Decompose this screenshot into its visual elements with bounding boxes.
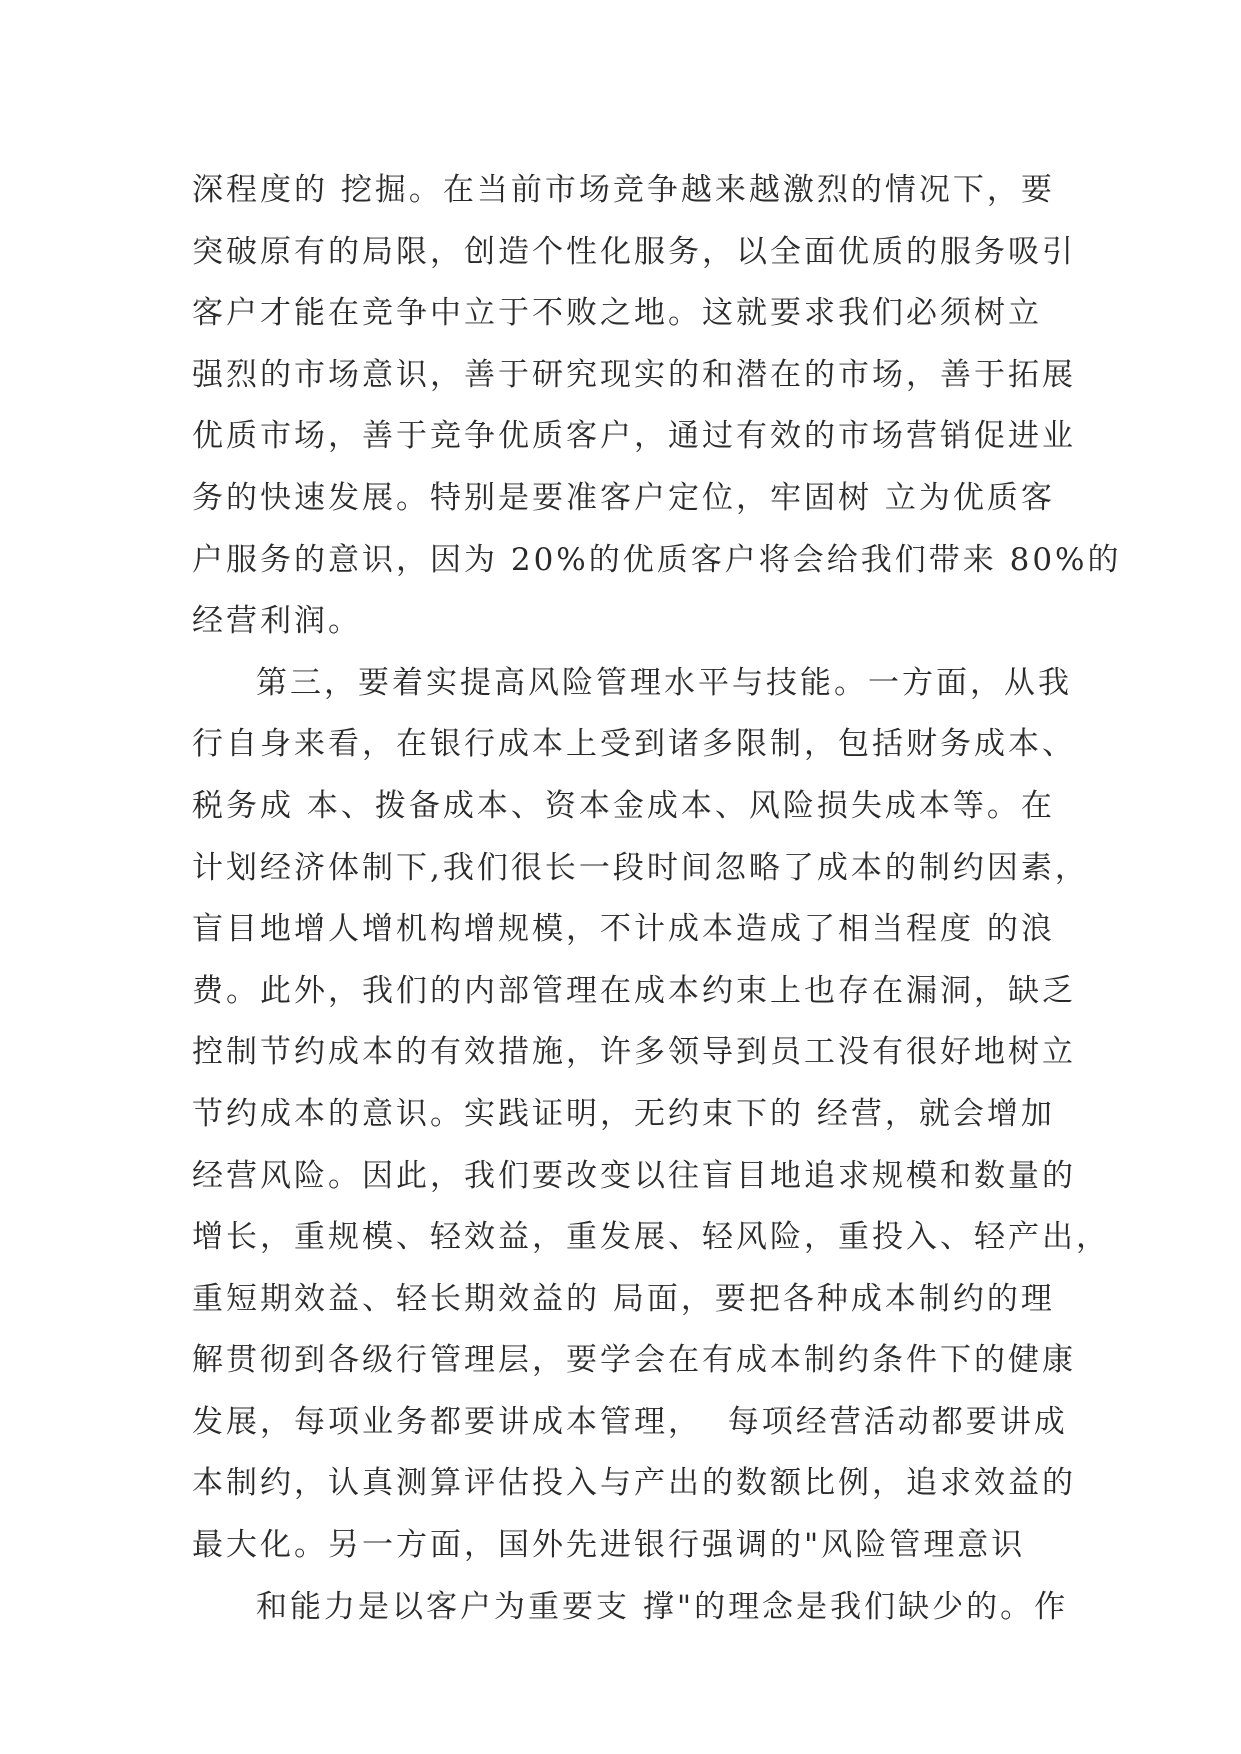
text-line: 控制节约成本的有效措施，许多领导到员工没有很好地树立 [192, 1034, 1076, 1071]
paragraph-first-line: 和能力是以客户为重要支 撑"的理念是我们缺少的。作 [256, 1588, 1069, 1625]
text-line: 重短期效益、轻长期效益的 局面，要把各种成本制约的理 [192, 1280, 1055, 1317]
text-line: 深程度的 挖掘。在当前市场竞争越来越激烈的情况下，要 [192, 172, 1055, 208]
text-line: 务的快速发展。特别是要准客户定位，牢固树 立为优质客 [192, 479, 1055, 516]
text-line: 行自身来看，在银行成本上受到诸多限制，包括财务成本、 [192, 726, 1076, 763]
text-line: 费。此外，我们的内部管理在成本约束上也存在漏洞，缺乏 [192, 972, 1076, 1009]
text-line: 客户才能在竞争中立于不败之地。这就要求我们必须树立 [192, 295, 1042, 332]
text-line: 节约成本的意识。实践证明，无约束下的 经营，就会增加 [192, 1095, 1055, 1132]
text-line: 优质市场，善于竞争优质客户，通过有效的市场营销促进业 [192, 418, 1076, 455]
text-line: 增长，重规模、轻效益，重发展、轻风险，重投入、轻产出， [192, 1219, 1110, 1256]
text-line: 税务成 本、拨备成本、资本金成本、风险损失成本等。在 [192, 787, 1055, 824]
text-line: 经营利润。 [192, 603, 362, 640]
text-line: 户服务的意识，因为 20%的优质客户将会给我们带来 80%的 [192, 541, 1122, 578]
text-line: 强烈的市场意识，善于研究现实的和潜在的市场，善于拓展 [192, 356, 1076, 393]
text-line: 发展，每项业务都要讲成本管理， 每项经营活动都要讲成 [192, 1403, 1068, 1440]
text-line: 本制约，认真测算评估投入与产出的数额比例，追求效益的 [192, 1465, 1076, 1502]
text-line: 突破原有的局限，创造个性化服务，以全面优质的服务吸引 [192, 233, 1076, 270]
text-line: 盲目地增人增机构增规模，不计成本造成了相当程度 的浪 [192, 911, 1055, 948]
paragraph-first-line: 第三，要着实提高风险管理水平与技能。一方面，从我 [256, 664, 1072, 701]
text-line: 经营风险。因此，我们要改变以往盲目地追求规模和数量的 [192, 1157, 1076, 1194]
text-line: 解贯彻到各级行管理层，要学会在有成本制约条件下的健康 [192, 1342, 1076, 1379]
text-line: 最大化。另一方面，国外先进银行强调的"风险管理意识 [192, 1527, 1026, 1564]
text-line: 计划经济体制下,我们很长一段时间忽略了成本的制约因素， [192, 849, 1089, 886]
body-text [192, 160, 1122, 1638]
